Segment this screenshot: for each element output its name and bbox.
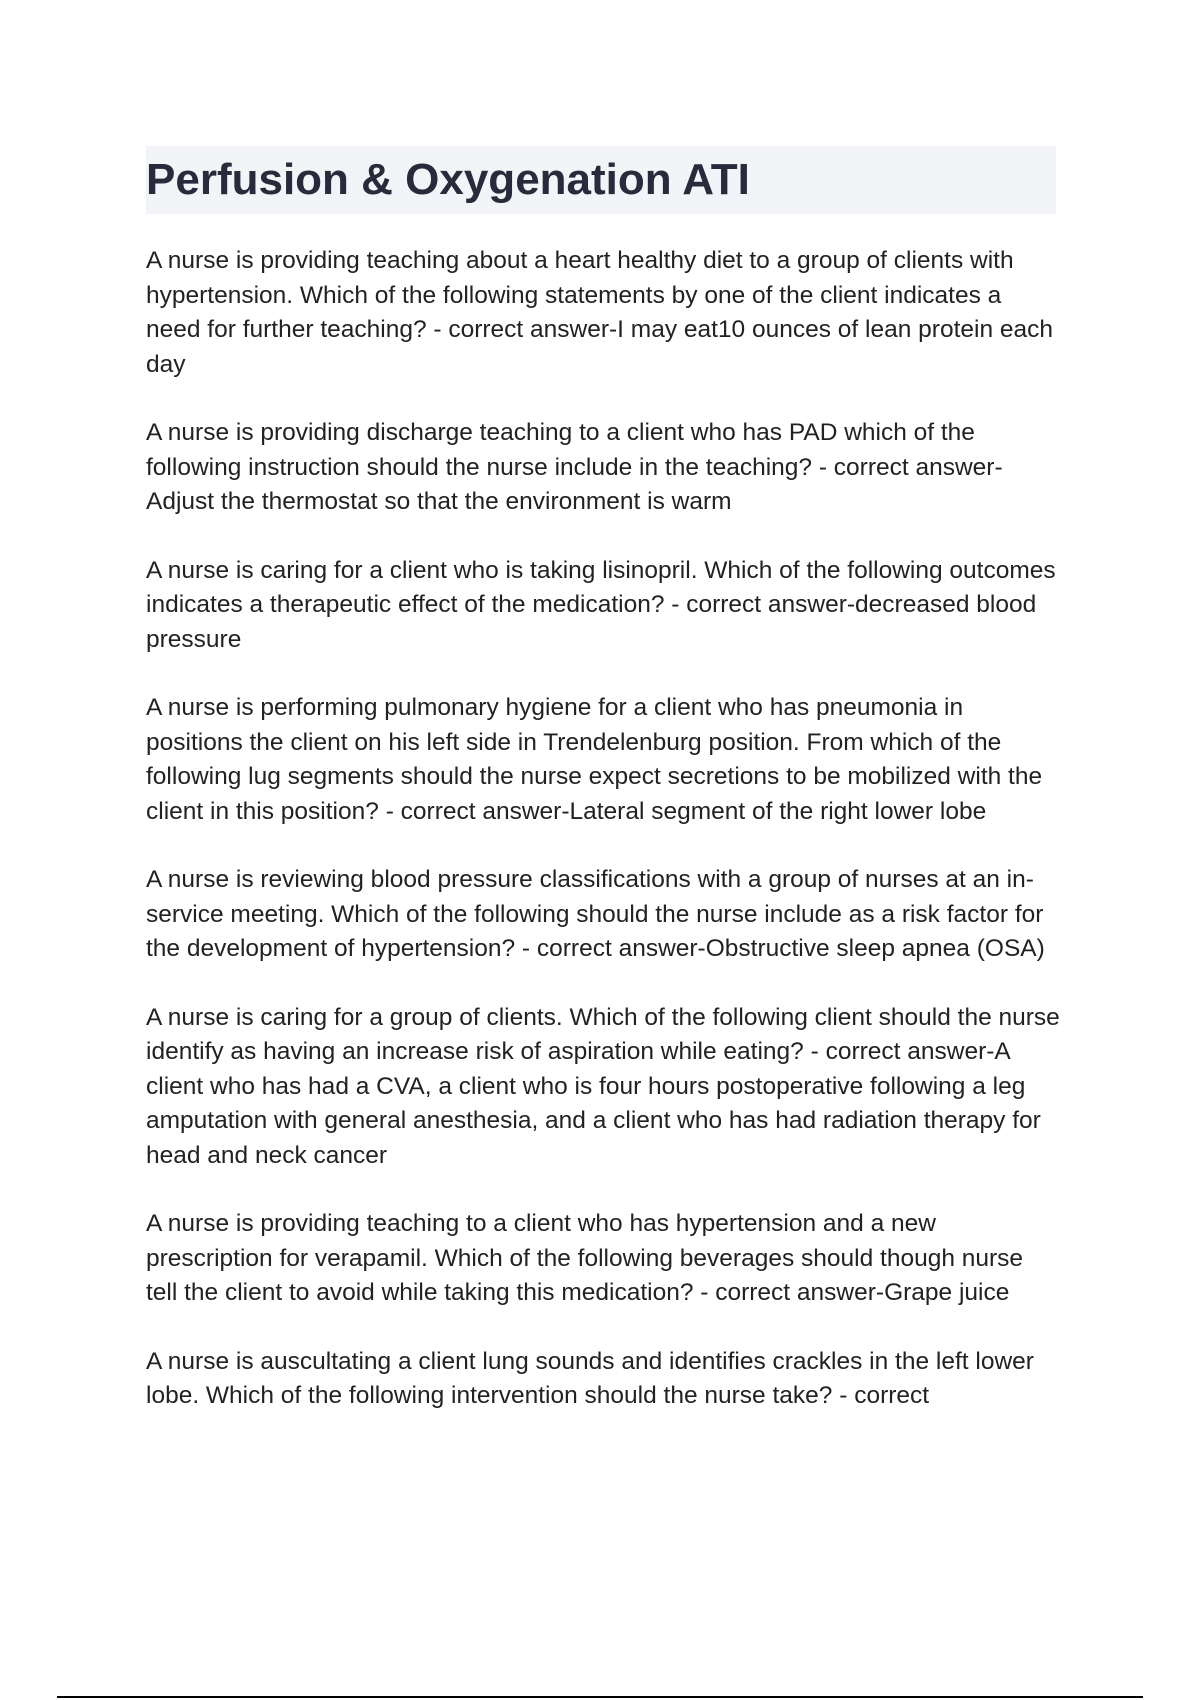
page-title: Perfusion & Oxygenation ATI: [146, 155, 750, 204]
question-list: [146, 244, 1061, 1544]
question-item: A nurse is performing pulmonary hygiene for a client who has pneumonia in positions the client on his left side in Trendelenburg position. From which of the following lug segments should the nurse expect secretions to be mobilized with the client in this position? - correct answer-Lateral segment of the right lower lobe: [146, 694, 1043, 825]
question-item: A nurse is providing discharge teaching to a client who has PAD which of the following instruction should the nurse include in the teaching? - correct answer-Adjust the thermostat so that the environment is warm: [146, 419, 1003, 515]
question-item: A nurse is providing teaching about a heart healthy diet to a group of clients with hypertension. Which of the following statements by one of the client indicates a need for further teaching? - correct answer-I may eat10 ounces of lean protein each day: [146, 247, 1054, 378]
title-banner: [146, 146, 1056, 214]
page-divider: [57, 1696, 1143, 1698]
question-item: A nurse is auscultating a client lung sounds and identifies crackles in the left lower lobe. Which of the following intervention should the nurse take? - correct: [146, 1347, 1034, 1409]
question-item: A nurse is reviewing blood pressure classifications with a group of nurses at an in-service meeting. Which of the following should the nurse include as a risk factor for the development of hypertension? - correct answer-Obstructive sleep apnea (OSA): [146, 866, 1045, 962]
question-item: A nurse is caring for a client who is taking lisinopril. Which of the following outcomes indicates a therapeutic effect of the medication? - correct answer-decreased blood pressure: [146, 556, 1056, 653]
question-item: A nurse is providing teaching to a client who has hypertension and a new prescription for verapamil. Which of the following beverages should though nurse tell the client to avoid while taking this medication? - correct answer-Grape juice: [146, 1210, 1024, 1306]
question-item: A nurse is caring for a group of clients. Which of the following client should the nurse identify as having an increase risk of aspiration while eating? - correct answer-A client who has had a CVA, a client who is four hours postoperative following a leg amputation with general anesthesia, and a client who has had radiation therapy for head and neck cancer: [146, 1003, 1060, 1169]
